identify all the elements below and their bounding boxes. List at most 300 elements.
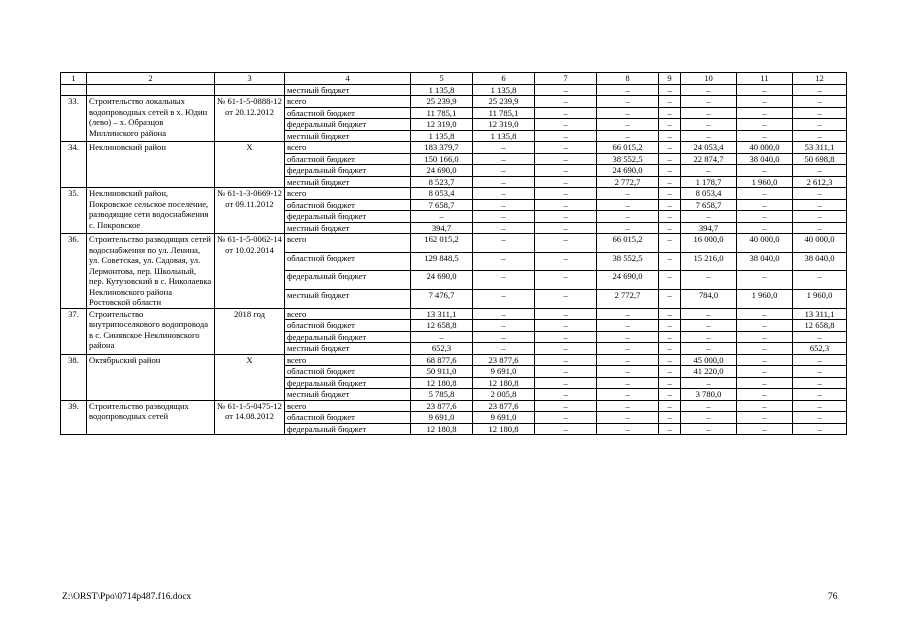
value-cell: 9 691,0 xyxy=(411,412,473,424)
value-cell: – xyxy=(597,377,659,389)
funding-type: федеральный бюджет xyxy=(285,423,411,435)
item-number: 39. xyxy=(61,400,87,435)
value-cell: – xyxy=(535,84,597,96)
value-cell: – xyxy=(535,188,597,200)
value-cell: 40 000,0 xyxy=(737,234,793,253)
value-cell: – xyxy=(681,211,737,223)
value-cell: – xyxy=(535,211,597,223)
funding-type: местный бюджет xyxy=(285,176,411,188)
funding-type: федеральный бюджет xyxy=(285,165,411,177)
document-ref: Х xyxy=(215,354,285,400)
funding-type: местный бюджет xyxy=(285,389,411,401)
value-cell: 66 015,2 xyxy=(597,142,659,154)
page-number: 76 xyxy=(828,592,838,602)
value-cell: – xyxy=(793,400,847,412)
value-cell: – xyxy=(659,234,681,253)
value-cell: – xyxy=(535,165,597,177)
value-cell: – xyxy=(473,211,535,223)
value-cell: – xyxy=(793,423,847,435)
funding-type: местный бюджет xyxy=(285,289,411,308)
funding-type: всего xyxy=(285,400,411,412)
value-cell: – xyxy=(535,176,597,188)
value-cell: 150 166,0 xyxy=(411,153,473,165)
value-cell: – xyxy=(737,222,793,234)
value-cell: 129 848,5 xyxy=(411,252,473,271)
table-row xyxy=(61,142,847,154)
value-cell: – xyxy=(681,423,737,435)
value-cell: 12 180,8 xyxy=(473,423,535,435)
value-cell: – xyxy=(793,165,847,177)
value-cell: – xyxy=(597,211,659,223)
value-cell: 38 552,5 xyxy=(597,252,659,271)
funding-type: местный бюджет xyxy=(285,84,411,96)
table-row xyxy=(61,308,847,320)
value-cell: 53 311,1 xyxy=(793,142,847,154)
value-cell: 1 135,8 xyxy=(411,130,473,142)
value-cell: – xyxy=(411,331,473,343)
column-number: 5 xyxy=(411,73,473,85)
column-number: 6 xyxy=(473,73,535,85)
value-cell: – xyxy=(473,176,535,188)
value-cell: – xyxy=(681,107,737,119)
value-cell: – xyxy=(793,199,847,211)
value-cell: – xyxy=(659,188,681,200)
value-cell: – xyxy=(737,211,793,223)
value-cell: 652,3 xyxy=(793,343,847,355)
value-cell: – xyxy=(681,271,737,290)
value-cell: – xyxy=(793,211,847,223)
value-cell: – xyxy=(793,119,847,131)
value-cell: – xyxy=(737,320,793,332)
value-cell: 11 785,1 xyxy=(473,107,535,119)
value-cell: – xyxy=(737,84,793,96)
value-cell: 68 877,6 xyxy=(411,354,473,366)
value-cell: – xyxy=(535,412,597,424)
value-cell: 12 658,8 xyxy=(411,320,473,332)
value-cell: – xyxy=(681,165,737,177)
value-cell: – xyxy=(659,308,681,320)
funding-type: федеральный бюджет xyxy=(285,271,411,290)
funding-type: всего xyxy=(285,308,411,320)
value-cell: 23 877,6 xyxy=(473,400,535,412)
value-cell: – xyxy=(535,234,597,253)
value-cell: – xyxy=(659,320,681,332)
column-number: 4 xyxy=(285,73,411,85)
column-number: 9 xyxy=(659,73,681,85)
value-cell: – xyxy=(535,343,597,355)
funding-type: местный бюджет xyxy=(285,222,411,234)
value-cell: – xyxy=(659,271,681,290)
value-cell: – xyxy=(793,107,847,119)
value-cell: 22 874,7 xyxy=(681,153,737,165)
value-cell: – xyxy=(597,308,659,320)
value-cell: – xyxy=(659,412,681,424)
value-cell: – xyxy=(597,222,659,234)
value-cell: 41 220,0 xyxy=(681,366,737,378)
value-cell: – xyxy=(681,320,737,332)
funding-type: областной бюджет xyxy=(285,107,411,119)
value-cell: – xyxy=(793,130,847,142)
value-cell: – xyxy=(535,389,597,401)
value-cell: 2 612,3 xyxy=(793,176,847,188)
funding-type: местный бюджет xyxy=(285,343,411,355)
value-cell: – xyxy=(473,142,535,154)
value-cell: – xyxy=(659,153,681,165)
value-cell: – xyxy=(597,96,659,108)
value-cell: – xyxy=(681,343,737,355)
value-cell: 2 772,7 xyxy=(597,289,659,308)
value-cell: – xyxy=(535,252,597,271)
table-row xyxy=(61,96,847,108)
value-cell: – xyxy=(737,199,793,211)
value-cell: – xyxy=(535,119,597,131)
value-cell: – xyxy=(535,331,597,343)
value-cell: – xyxy=(473,308,535,320)
value-cell: – xyxy=(793,222,847,234)
value-cell: – xyxy=(535,354,597,366)
value-cell: 9 691,0 xyxy=(473,412,535,424)
value-cell: 12 180,8 xyxy=(411,377,473,389)
value-cell: 7 658,7 xyxy=(411,199,473,211)
value-cell: – xyxy=(535,107,597,119)
value-cell: 25 239,9 xyxy=(411,96,473,108)
value-cell: – xyxy=(793,366,847,378)
value-cell: – xyxy=(793,412,847,424)
column-number: 2 xyxy=(87,73,215,85)
value-cell: 1 960,0 xyxy=(737,176,793,188)
value-cell: – xyxy=(737,423,793,435)
value-cell: 12 658,8 xyxy=(793,320,847,332)
value-cell: – xyxy=(535,130,597,142)
funding-type: федеральный бюджет xyxy=(285,377,411,389)
value-cell: – xyxy=(659,222,681,234)
value-cell: 38 552,5 xyxy=(597,153,659,165)
value-cell: 24 053,4 xyxy=(681,142,737,154)
value-cell: – xyxy=(659,211,681,223)
object-name: Строительство внутрипоселкового водопровода в с. Синявское Неклиновского района xyxy=(87,308,215,354)
value-cell: 12 180,8 xyxy=(411,423,473,435)
value-cell: – xyxy=(659,331,681,343)
column-number: 7 xyxy=(535,73,597,85)
value-cell: 23 877,6 xyxy=(411,400,473,412)
value-cell: 784,0 xyxy=(681,289,737,308)
value-cell: 2 772,7 xyxy=(597,176,659,188)
value-cell: 24 690,0 xyxy=(411,165,473,177)
value-cell: – xyxy=(659,377,681,389)
value-cell: – xyxy=(659,107,681,119)
value-cell: – xyxy=(473,165,535,177)
value-cell: – xyxy=(597,119,659,131)
funding-type: всего xyxy=(285,354,411,366)
value-cell: – xyxy=(535,222,597,234)
document-ref: № 61-1-5-0888-12 от 20.12.2012 xyxy=(215,96,285,142)
value-cell: – xyxy=(681,130,737,142)
value-cell: – xyxy=(597,343,659,355)
funding-type: всего xyxy=(285,142,411,154)
value-cell: 9 691,0 xyxy=(473,366,535,378)
empty-cell xyxy=(215,84,285,96)
object-name: Неклиновский район xyxy=(87,142,215,188)
value-cell: – xyxy=(473,234,535,253)
value-cell: 13 311,1 xyxy=(411,308,473,320)
table-row xyxy=(61,400,847,412)
value-cell: – xyxy=(473,343,535,355)
funding-type: всего xyxy=(285,234,411,253)
value-cell: – xyxy=(681,400,737,412)
value-cell: 11 785,1 xyxy=(411,107,473,119)
value-cell: – xyxy=(659,142,681,154)
funding-type: федеральный бюджет xyxy=(285,331,411,343)
value-cell: 25 239,9 xyxy=(473,96,535,108)
value-cell: – xyxy=(597,366,659,378)
value-cell: – xyxy=(659,199,681,211)
value-cell: 15 216,0 xyxy=(681,252,737,271)
value-cell: 38 040,0 xyxy=(793,252,847,271)
value-cell: 50 911,0 xyxy=(411,366,473,378)
funding-type: всего xyxy=(285,188,411,200)
value-cell: – xyxy=(737,119,793,131)
value-cell: – xyxy=(737,331,793,343)
value-cell: – xyxy=(597,389,659,401)
value-cell: – xyxy=(597,199,659,211)
value-cell: – xyxy=(737,96,793,108)
value-cell: 8 053,4 xyxy=(681,188,737,200)
value-cell: – xyxy=(793,96,847,108)
value-cell: – xyxy=(535,271,597,290)
value-cell: 12 180,8 xyxy=(473,377,535,389)
value-cell: – xyxy=(535,153,597,165)
document-ref: № 61-1-5-0062-14 от 10.02.2014 xyxy=(215,234,285,309)
value-cell: – xyxy=(597,84,659,96)
value-cell: – xyxy=(681,84,737,96)
item-number: 35. xyxy=(61,188,87,234)
value-cell: 162 015,2 xyxy=(411,234,473,253)
column-number: 10 xyxy=(681,73,737,85)
funding-type: областной бюджет xyxy=(285,320,411,332)
value-cell: 652,3 xyxy=(411,343,473,355)
value-cell: 1 960,0 xyxy=(793,289,847,308)
funding-type: областной бюджет xyxy=(285,199,411,211)
funding-type: областной бюджет xyxy=(285,412,411,424)
value-cell: 12 319,0 xyxy=(473,119,535,131)
value-cell: – xyxy=(411,211,473,223)
value-cell: – xyxy=(659,96,681,108)
value-cell: – xyxy=(793,84,847,96)
item-number: 38. xyxy=(61,354,87,400)
value-cell: – xyxy=(659,176,681,188)
value-cell: – xyxy=(793,377,847,389)
value-cell: – xyxy=(737,188,793,200)
value-cell: 1 135,8 xyxy=(473,84,535,96)
value-cell: – xyxy=(659,130,681,142)
value-cell: – xyxy=(793,188,847,200)
value-cell: – xyxy=(473,199,535,211)
value-cell: – xyxy=(597,400,659,412)
value-cell: 1 178,7 xyxy=(681,176,737,188)
value-cell: 24 690,0 xyxy=(597,165,659,177)
value-cell: – xyxy=(535,199,597,211)
value-cell: – xyxy=(737,389,793,401)
value-cell: 38 040,0 xyxy=(737,153,793,165)
value-cell: – xyxy=(597,107,659,119)
value-cell: – xyxy=(597,412,659,424)
funding-type: федеральный бюджет xyxy=(285,211,411,223)
value-cell: 23 877,6 xyxy=(473,354,535,366)
value-cell: 24 690,0 xyxy=(597,271,659,290)
value-cell: 394,7 xyxy=(681,222,737,234)
object-name: Неклиновский район, Покровское сельское поселение, разводящие сети водоснабжения с. Покровское xyxy=(87,188,215,234)
value-cell: – xyxy=(737,165,793,177)
value-cell: – xyxy=(737,107,793,119)
value-cell: – xyxy=(535,142,597,154)
funding-type: местный бюджет xyxy=(285,130,411,142)
value-cell: – xyxy=(793,271,847,290)
object-name: Октябрьский район xyxy=(87,354,215,400)
value-cell: – xyxy=(681,308,737,320)
value-cell: 45 000,0 xyxy=(681,354,737,366)
value-cell: – xyxy=(737,271,793,290)
value-cell: – xyxy=(659,389,681,401)
value-cell: 5 785,8 xyxy=(411,389,473,401)
value-cell: – xyxy=(473,153,535,165)
value-cell: – xyxy=(659,84,681,96)
table-row xyxy=(61,84,847,96)
item-number: 34. xyxy=(61,142,87,188)
value-cell: 13 311,1 xyxy=(793,308,847,320)
value-cell: 7 476,7 xyxy=(411,289,473,308)
value-cell: – xyxy=(473,252,535,271)
table-row xyxy=(61,354,847,366)
value-cell: – xyxy=(737,377,793,389)
value-cell: – xyxy=(737,400,793,412)
value-cell: 3 780,0 xyxy=(681,389,737,401)
value-cell: – xyxy=(597,331,659,343)
empty-cell xyxy=(87,84,215,96)
table-row xyxy=(61,188,847,200)
document-ref: Х xyxy=(215,142,285,188)
value-cell: – xyxy=(535,366,597,378)
value-cell: 16 000,0 xyxy=(681,234,737,253)
value-cell: – xyxy=(737,354,793,366)
column-number: 11 xyxy=(737,73,793,85)
column-number: 12 xyxy=(793,73,847,85)
value-cell: – xyxy=(659,423,681,435)
value-cell: – xyxy=(535,289,597,308)
value-cell: – xyxy=(597,423,659,435)
value-cell: 394,7 xyxy=(411,222,473,234)
value-cell: – xyxy=(535,320,597,332)
item-number: 36. xyxy=(61,234,87,309)
value-cell: – xyxy=(793,331,847,343)
value-cell: – xyxy=(681,377,737,389)
object-name: Строительство разводящих водопроводных сетей xyxy=(87,400,215,435)
value-cell: – xyxy=(659,354,681,366)
value-cell: – xyxy=(737,130,793,142)
value-cell: 40 000,0 xyxy=(737,142,793,154)
value-cell: – xyxy=(659,252,681,271)
file-path: Z:\ORST\Ppo\0714p487.f16.docx xyxy=(62,592,192,602)
value-cell: – xyxy=(535,400,597,412)
value-cell: – xyxy=(681,331,737,343)
column-number: 3 xyxy=(215,73,285,85)
document-ref: № 61-1-5-0475-12 от 14.08.2012 xyxy=(215,400,285,435)
value-cell: – xyxy=(737,343,793,355)
item-number: 37. xyxy=(61,308,87,354)
value-cell: – xyxy=(535,96,597,108)
value-cell: – xyxy=(681,119,737,131)
table-row xyxy=(61,234,847,253)
value-cell: – xyxy=(473,289,535,308)
value-cell: – xyxy=(659,119,681,131)
value-cell: 8 053,4 xyxy=(411,188,473,200)
funding-type: федеральный бюджет xyxy=(285,119,411,131)
value-cell: – xyxy=(659,343,681,355)
value-cell: 38 040,0 xyxy=(737,252,793,271)
empty-cell xyxy=(61,84,87,96)
value-cell: 7 658,7 xyxy=(681,199,737,211)
document-ref: 2018 год xyxy=(215,308,285,354)
value-cell: – xyxy=(535,308,597,320)
value-cell: 12 319,0 xyxy=(411,119,473,131)
object-name: Строительство локальных водопроводных сетей в х. Юдин (лево) – х. Образцов Миллинского района xyxy=(87,96,215,142)
column-number-row xyxy=(61,73,847,85)
value-cell: 1 135,8 xyxy=(411,84,473,96)
funding-type: областной бюджет xyxy=(285,366,411,378)
value-cell: 50 698,8 xyxy=(793,153,847,165)
value-cell: – xyxy=(473,222,535,234)
value-cell: – xyxy=(793,354,847,366)
value-cell: – xyxy=(535,423,597,435)
value-cell: – xyxy=(473,188,535,200)
value-cell: – xyxy=(659,165,681,177)
value-cell: – xyxy=(473,331,535,343)
object-name: Строительство разводящих сетей водоснабжения по ул. Ленина, ул. Советская, ул. Садовая, ул. Лермонтова, пер. Школьный, пер. Кутузовский в с. Николаевка Неклиновского района Ростовской области xyxy=(87,234,215,309)
value-cell: 1 960,0 xyxy=(737,289,793,308)
value-cell: – xyxy=(597,320,659,332)
funding-type: областной бюджет xyxy=(285,153,411,165)
document-ref: № 61-1-3-0669-12 от 09.11.2012 xyxy=(215,188,285,234)
value-cell: – xyxy=(597,188,659,200)
column-number: 8 xyxy=(597,73,659,85)
value-cell: – xyxy=(737,308,793,320)
value-cell: – xyxy=(659,289,681,308)
value-cell: 183 379,7 xyxy=(411,142,473,154)
value-cell: 1 135,8 xyxy=(473,130,535,142)
value-cell: – xyxy=(793,389,847,401)
item-number: 33. xyxy=(61,96,87,142)
value-cell: – xyxy=(473,320,535,332)
value-cell: – xyxy=(659,366,681,378)
column-number: 1 xyxy=(61,73,87,85)
value-cell: 66 015,2 xyxy=(597,234,659,253)
financing-table xyxy=(60,72,847,435)
value-cell: – xyxy=(597,354,659,366)
value-cell: – xyxy=(737,412,793,424)
value-cell: 2 005,8 xyxy=(473,389,535,401)
value-cell: 24 690,0 xyxy=(411,271,473,290)
value-cell: – xyxy=(681,412,737,424)
funding-type: областной бюджет xyxy=(285,252,411,271)
value-cell: – xyxy=(473,271,535,290)
value-cell: 40 000,0 xyxy=(793,234,847,253)
value-cell: – xyxy=(597,130,659,142)
value-cell: – xyxy=(659,400,681,412)
value-cell: 8 523,7 xyxy=(411,176,473,188)
funding-type: всего xyxy=(285,96,411,108)
value-cell: – xyxy=(681,96,737,108)
value-cell: – xyxy=(535,377,597,389)
value-cell: – xyxy=(737,366,793,378)
